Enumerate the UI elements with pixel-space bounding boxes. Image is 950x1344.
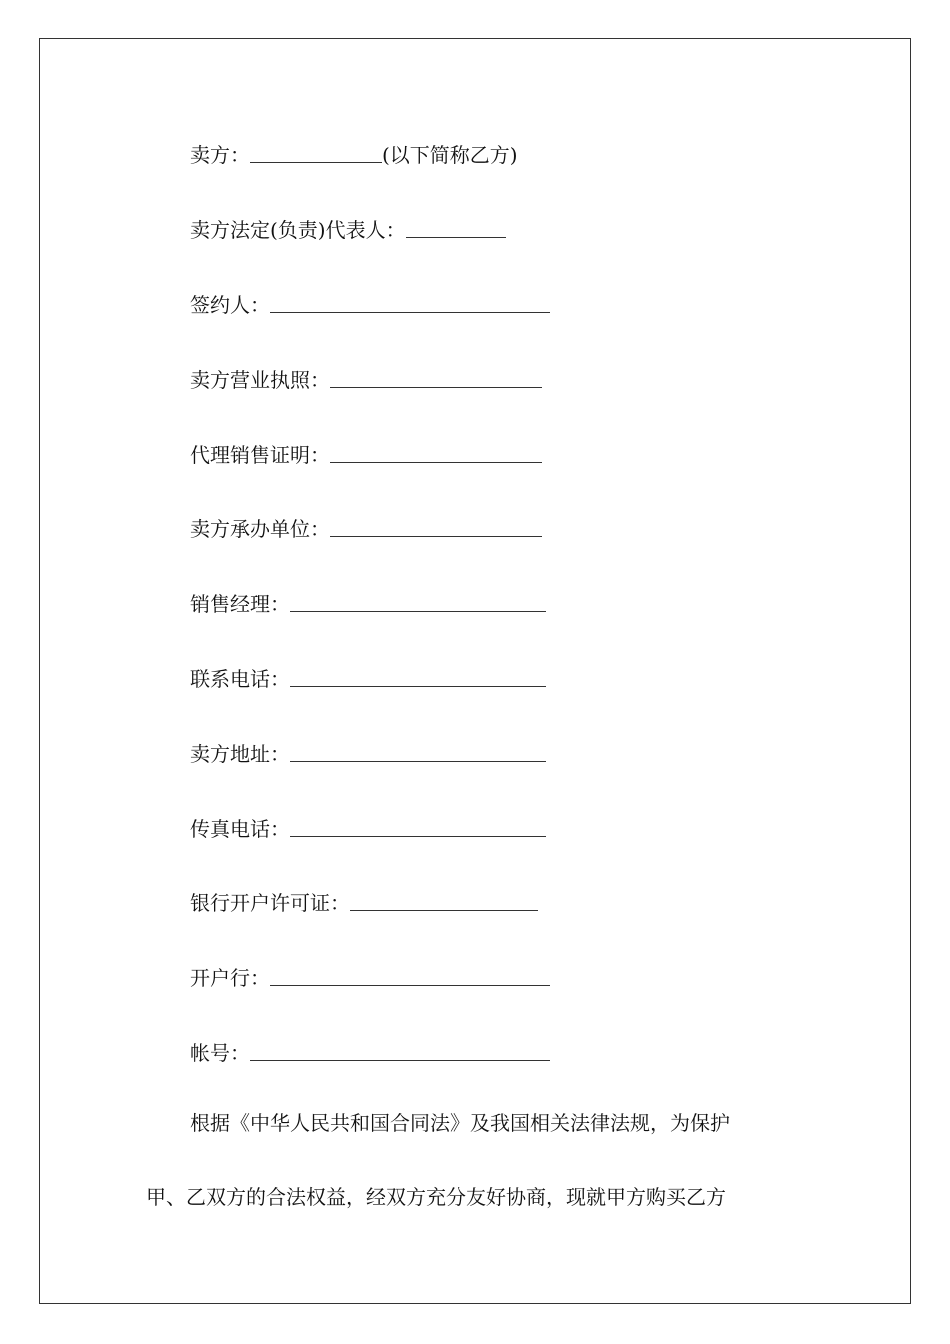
signatory-field (190, 287, 550, 317)
bank-permit-blank (350, 910, 538, 911)
agency-certificate-field (190, 437, 542, 467)
bank-permit-label: 银行开户许可证： (190, 891, 350, 915)
phone-field (190, 661, 546, 691)
phone-blank (290, 686, 546, 687)
seller-address-field (190, 736, 546, 766)
seller-blank (250, 162, 382, 163)
agency-certificate-blank (330, 462, 542, 463)
signatory-label: 签约人： (190, 293, 270, 317)
paragraph-line-1: 根据《中华人民共和国合同法》及我国相关法律法规，为保护 (190, 1111, 730, 1135)
bank-blank (270, 985, 550, 986)
account-label: 帐号： (190, 1041, 250, 1065)
fax-label: 传真电话： (190, 817, 290, 841)
undertaking-unit-blank (330, 536, 542, 537)
document-page (39, 38, 911, 1304)
sales-manager-label: 销售经理： (190, 592, 290, 616)
legal-representative-blank (406, 237, 506, 238)
fax-field (190, 811, 546, 841)
account-blank (250, 1060, 550, 1061)
sales-manager-blank (290, 611, 546, 612)
legal-representative-field (190, 212, 506, 242)
undertaking-unit-label: 卖方承办单位： (190, 517, 330, 541)
seller-field (190, 137, 518, 167)
bank-label: 开户行： (190, 966, 270, 990)
agency-certificate-label: 代理销售证明： (190, 443, 330, 467)
seller-address-label: 卖方地址： (190, 742, 290, 766)
phone-label: 联系电话： (190, 667, 290, 691)
bank-field (190, 960, 550, 990)
legal-representative-label: 卖方法定(负责)代表人： (190, 218, 406, 242)
undertaking-unit-field (190, 511, 542, 541)
business-license-blank (330, 387, 542, 388)
fax-blank (290, 836, 546, 837)
paragraph-line-2: 甲、乙双方的合法权益，经双方充分友好协商，现就甲方购买乙方 (146, 1185, 726, 1209)
account-field (190, 1035, 550, 1065)
bank-permit-field (190, 885, 538, 915)
seller-suffix: (以下简称乙方) (382, 143, 518, 167)
sales-manager-field (190, 586, 546, 616)
seller-address-blank (290, 761, 546, 762)
seller-label: 卖方： (190, 143, 250, 167)
business-license-label: 卖方营业执照： (190, 368, 330, 392)
signatory-blank (270, 312, 550, 313)
business-license-field (190, 362, 542, 392)
